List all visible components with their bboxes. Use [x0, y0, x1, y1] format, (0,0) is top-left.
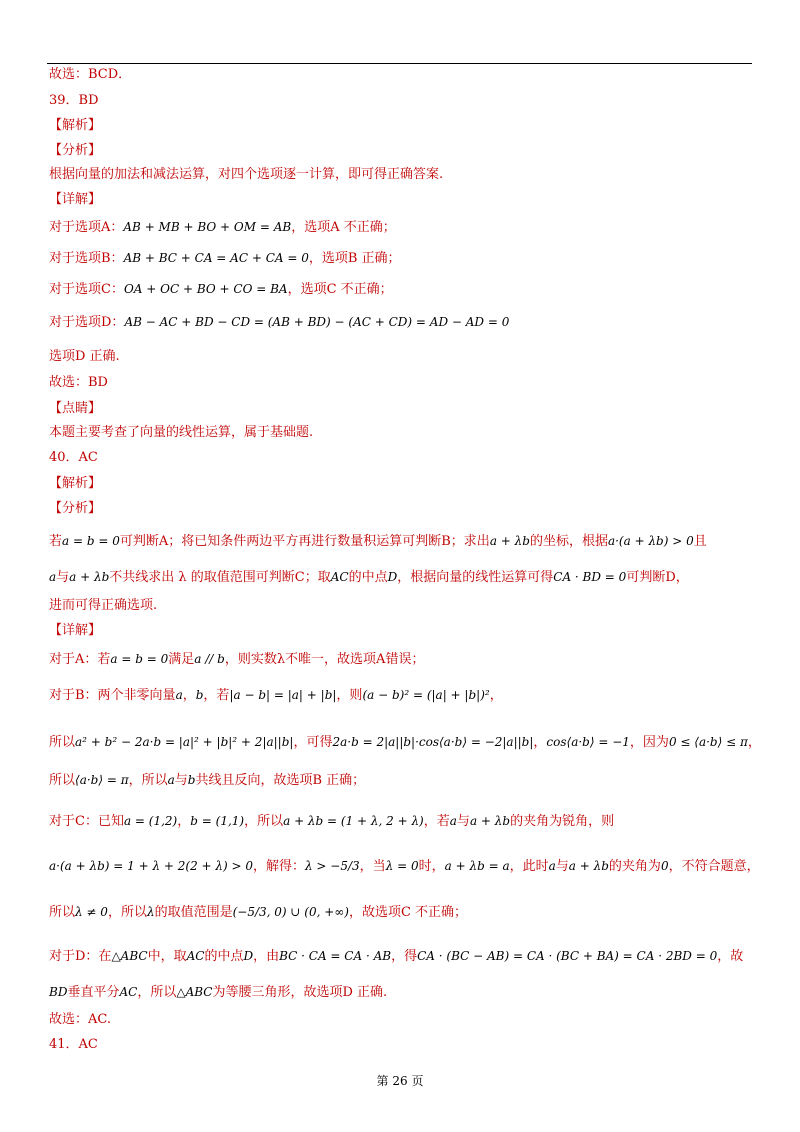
- line-text: 所以: [49, 905, 76, 920]
- line-text: 的坐标，根据: [529, 534, 608, 549]
- text-line: [49, 348, 120, 366]
- text-line: [49, 650, 424, 669]
- line-text: ，: [747, 735, 761, 750]
- line-text: ，此时: [509, 859, 549, 874]
- text-line: [49, 166, 443, 184]
- line-text: 【详解】: [49, 192, 102, 207]
- math-expression: a = (1,2): [123, 814, 178, 828]
- line-text: 41．AC: [49, 1037, 98, 1052]
- text-line: [49, 1011, 111, 1029]
- line-text: 与: [456, 814, 470, 829]
- header-rule: [47, 63, 752, 64]
- math-expression: AB + MB + BO + OM = AB: [123, 220, 292, 234]
- text-line: [49, 218, 396, 237]
- line-text: 40．AC: [49, 450, 98, 465]
- math-expression: a + λb: [568, 859, 609, 873]
- math-expression: △ABC: [111, 949, 148, 963]
- math-expression: a = b = 0: [62, 534, 120, 548]
- text-line: [49, 733, 761, 752]
- text-line: [49, 686, 503, 705]
- line-text: ，选项A 不正确；: [291, 220, 396, 235]
- text-line: [49, 424, 313, 442]
- math-expression: λ = 0: [385, 859, 419, 873]
- line-text: 与: [555, 859, 569, 874]
- math-expression: a + λb = a: [444, 859, 510, 873]
- text-line: [49, 947, 743, 966]
- math-expression: a: [548, 859, 556, 873]
- text-line: [49, 191, 101, 209]
- line-text: 对于A：若: [49, 652, 111, 667]
- line-text: ，: [489, 688, 503, 703]
- line-text: 【解析】: [49, 118, 102, 133]
- line-text: 故选：BCD．: [49, 67, 132, 82]
- line-text: 对于C：已知: [49, 814, 124, 829]
- line-text: 所以: [49, 773, 76, 788]
- line-text: ，根据向量的线性运算可得: [397, 570, 554, 585]
- line-text: 可判断A；将已知条件两边平方再进行数量积运算可判断B；求出: [119, 534, 490, 549]
- line-text: ，: [533, 735, 547, 750]
- line-text: 可判断D，: [626, 570, 689, 585]
- text-line: [49, 812, 614, 831]
- line-text: 且: [693, 534, 707, 549]
- text-line: [49, 903, 467, 922]
- line-text: 与: [174, 773, 188, 788]
- line-text: ，故: [717, 949, 744, 964]
- math-expression: a = b = 0: [110, 652, 169, 666]
- line-text: 【分析】: [49, 501, 102, 516]
- math-expression: D: [243, 949, 254, 963]
- line-text: 故选：AC.: [49, 1012, 112, 1027]
- line-text: 的夹角为锐角，则: [510, 814, 615, 829]
- math-expression: 0 ≤ ⟨a·b⟩ ≤ π: [668, 735, 748, 749]
- line-text: 本题主要考查了向量的线性运算，属于基础题.: [49, 425, 314, 440]
- math-expression: a: [449, 814, 457, 828]
- math-expression: (−5/3, 0) ∪ (0, +∞): [232, 905, 349, 919]
- math-expression: OA + OC + BO + CO = BA: [123, 282, 288, 296]
- line-text: ，若: [203, 688, 230, 703]
- text-line: [49, 249, 401, 268]
- line-text: 时，: [418, 859, 445, 874]
- text-line: [49, 449, 98, 467]
- line-text: ，所以: [128, 773, 168, 788]
- line-text: 对于B：两个非零向量: [49, 688, 176, 703]
- math-expression: b = (1,1): [190, 814, 245, 828]
- math-expression: AB + BC + CA = AC + CA = 0: [123, 251, 309, 265]
- line-text: 中，取: [147, 949, 187, 964]
- math-expression: 0: [660, 859, 669, 873]
- math-expression: a: [167, 773, 175, 787]
- math-expression: cos⟨a·b⟩ = −1: [546, 735, 630, 749]
- line-text: 对于选项B：: [49, 251, 124, 266]
- line-text: ，: [182, 688, 196, 703]
- math-expression: λ: [146, 905, 155, 919]
- line-text: ，: [177, 814, 191, 829]
- math-expression: a·(a + λb) = 1 + λ + 2(2 + λ) > 0: [49, 859, 253, 873]
- line-text: 对于选项D：: [49, 315, 125, 330]
- text-line: [49, 66, 131, 84]
- line-text: 的中点: [204, 949, 244, 964]
- math-expression: a // b: [194, 652, 225, 666]
- line-text: 所以: [49, 735, 76, 750]
- math-expression: b: [187, 773, 196, 787]
- line-text: 进而可得正确选项.: [49, 598, 158, 613]
- line-text: 的夹角为: [608, 859, 661, 874]
- line-text: 垂直平分: [67, 985, 120, 1000]
- line-text: ，不符合题意，: [668, 859, 760, 874]
- math-expression: λ ≠ 0: [75, 905, 108, 919]
- math-expression: a: [175, 688, 183, 702]
- line-text: 故选：BD: [49, 375, 108, 390]
- line-text: 根据向量的加法和减法运算，对四个选项逐一计算，即可得正确答案.: [49, 167, 444, 182]
- line-text: 39．BD: [49, 93, 99, 108]
- text-line: [49, 313, 509, 332]
- math-expression: a + λb: [469, 814, 511, 828]
- line-text: ，选项C 不正确；: [287, 282, 393, 297]
- text-line: [49, 400, 101, 418]
- text-line: [49, 532, 707, 551]
- text-line: [49, 622, 101, 640]
- page-number: 第 26 页: [376, 1074, 424, 1088]
- line-text: 对于D：在: [49, 949, 112, 964]
- line-text: 共线且反向，故选项B 正确；: [195, 773, 366, 788]
- line-text: ，由: [253, 949, 280, 964]
- text-line: [49, 1036, 98, 1054]
- math-expression: b: [195, 688, 204, 702]
- text-line: [49, 92, 99, 110]
- math-expression: a: [49, 570, 57, 584]
- math-expression: BD: [49, 985, 68, 999]
- line-text: ，可得: [293, 735, 333, 750]
- text-line: [49, 500, 101, 518]
- line-text: ，当: [359, 859, 386, 874]
- line-text: 的中点: [348, 570, 388, 585]
- line-text: 【点睛】: [49, 401, 102, 416]
- line-text: ，所以: [107, 905, 147, 920]
- line-text: ，则实数λ不唯一，故选项A错误；: [224, 652, 425, 667]
- line-text: 【分析】: [49, 143, 102, 158]
- math-expression: 2a·b = 2|a||b|·cos⟨a·b⟩ = −2|a||b|: [332, 735, 534, 749]
- text-line: [49, 374, 108, 392]
- math-expression: AC: [119, 985, 138, 999]
- line-text: ，若: [423, 814, 450, 829]
- line-text: 【详解】: [49, 623, 102, 638]
- math-expression: CA · (BC − AB) = CA · (BC + BA) = CA · 2BD = 0: [417, 949, 718, 963]
- math-expression: a·(a + λb) > 0: [607, 534, 694, 548]
- text-line: [49, 117, 101, 135]
- line-text: 满足: [168, 652, 195, 667]
- text-line: [49, 475, 101, 493]
- line-text: 【解析】: [49, 476, 102, 491]
- math-expression: AB − AC + BD − CD = (AB + BD) − (AC + CD) = AD − AD = 0: [124, 315, 510, 329]
- line-text: ，选项B 正确；: [308, 251, 401, 266]
- text-line: [49, 771, 365, 790]
- text-line: [49, 857, 760, 876]
- math-expression: a² + b² − 2a·b = |a|² + |b|² + 2|a||b|: [75, 735, 294, 749]
- line-text: ，得: [391, 949, 418, 964]
- math-expression: ⟨a·b⟩ = π: [75, 773, 129, 787]
- line-text: 与: [56, 570, 70, 585]
- math-expression: △ABC: [176, 985, 213, 999]
- text-line: [49, 568, 689, 587]
- text-line: [49, 983, 387, 1002]
- line-text: ，所以: [137, 985, 177, 1000]
- text-line: [49, 597, 157, 615]
- line-text: 不共线求出 λ 的取值范围可判断C；取: [109, 570, 331, 585]
- line-text: 的取值范围是: [154, 905, 233, 920]
- math-expression: λ > −5/3: [305, 859, 360, 873]
- line-text: 选项D 正确.: [49, 349, 120, 364]
- math-expression: BC · CA = CA · AB: [279, 949, 392, 963]
- line-text: 为等腰三角形，故选项D 正确.: [212, 985, 388, 1000]
- math-expression: a + λb: [489, 534, 530, 548]
- line-text: 对于选项A：: [49, 220, 124, 235]
- line-text: 对于选项C：: [49, 282, 124, 297]
- line-text: ，故选项C 不正确；: [348, 905, 468, 920]
- math-expression: AC: [186, 949, 205, 963]
- line-text: ，所以: [244, 814, 284, 829]
- math-expression: |a − b| = |a| + |b|: [229, 688, 337, 702]
- line-text: 若: [49, 534, 63, 549]
- math-expression: CA · BD = 0: [553, 570, 627, 584]
- line-text: ，解得：: [253, 859, 306, 874]
- math-expression: a + λb = (1 + λ, 2 + λ): [283, 814, 424, 828]
- math-expression: D: [387, 570, 398, 584]
- math-expression: a + λb: [69, 570, 110, 584]
- text-line: [49, 142, 101, 160]
- line-text: ，因为: [629, 735, 669, 750]
- math-expression: AC: [330, 570, 349, 584]
- text-line: [49, 280, 393, 299]
- math-expression: (a − b)² = (|a| + |b|)²: [362, 688, 490, 702]
- line-text: ，则: [336, 688, 363, 703]
